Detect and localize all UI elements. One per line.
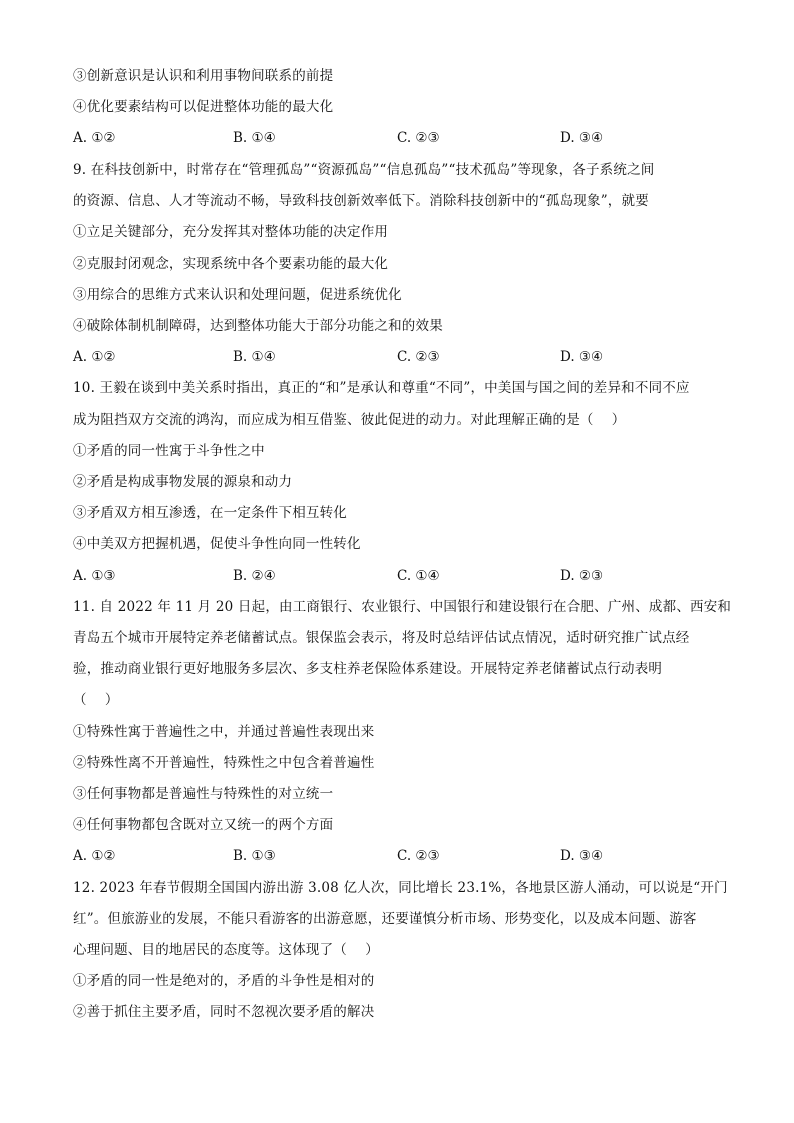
q10-statement-2: ②矛盾是构成事物发展的源泉和动力 — [73, 474, 293, 490]
q12-statement-1: ①矛盾的同一性是绝对的，矛盾的斗争性是相对的 — [73, 973, 375, 989]
q11-statement-2: ②特殊性离不开普遍性，特殊性之中包含着普遍性 — [73, 755, 375, 771]
q11-stem-line-3: 验，推动商业银行更好地服务多层次、多支柱养老保险体系建设。开展特定养老储蓄试点行动表明 — [73, 661, 663, 677]
option-a: A. ①② — [73, 349, 116, 365]
q12-stem-line-1: 12. 2023 年春节假期全国国内游出游 3.08 亿人次，同比增长 23.1%，各地景区游人涌动，可以说是“开门 — [73, 880, 728, 896]
answer-options — [73, 128, 733, 148]
q10-stem-line-1: 10. 王毅在谈到中美关系时指出，真正的“和”是承认和尊重“不同”，中美国与国之间的差异和不同不应 — [73, 380, 690, 396]
q11-statement-4: ④任何事物都包含既对立又统一的两个方面 — [73, 817, 334, 833]
option-d: D. ②③ — [560, 568, 604, 584]
option-b: B. ②④ — [233, 568, 276, 584]
q11-answer-options — [73, 846, 733, 866]
q12-stem-line-3: 心理问题、目的地居民的态度等。这体现了（ ） — [73, 942, 379, 958]
q10-statement-1: ①矛盾的同一性寓于斗争性之中 — [73, 443, 265, 459]
q12-stem-line-2: 红”。但旅游业的发展，不能只看游客的出游意愿，还要谨慎分析市场、形势变化，以及成本问题、游客 — [73, 911, 697, 927]
statement-3: ③创新意识是认识和利用事物间联系的前提 — [73, 68, 334, 84]
q11-stem-line-1: 11. 自 2022 年 11 月 20 日起，由工商银行、农业银行、中国银行和建设银行在合肥、广州、成都、西安和 — [73, 599, 732, 615]
q11-stem-line-4: （ ） — [73, 692, 119, 708]
q11-stem-line-2: 青岛五个城市开展特定养老储蓄试点。银保监会表示，将及时总结评估试点情况，适时研究推广试点经 — [73, 630, 690, 646]
option-b: B. ①③ — [233, 848, 276, 864]
option-d: D. ③④ — [560, 848, 604, 864]
option-a: A. ①③ — [73, 568, 116, 584]
q9-statement-2: ②克服封闭观念，实现系统中各个要素功能的最大化 — [73, 256, 389, 272]
q12-statement-2: ②善于抓住主要矛盾，同时不忽视次要矛盾的解决 — [73, 1004, 375, 1020]
option-a: A. ①② — [73, 130, 116, 146]
q10-stem-line-2: 成为阻挡双方交流的鸿沟，而应成为相互借鉴、彼此促进的动力。对此理解正确的是（ ） — [73, 412, 626, 428]
q9-statement-1: ①立足关键部分，充分发挥其对整体功能的决定作用 — [73, 224, 389, 240]
q9-answer-options — [73, 347, 733, 367]
statement-4: ④优化要素结构可以促进整体功能的最大化 — [73, 99, 334, 115]
option-c: C. ②③ — [397, 848, 440, 864]
q11-statement-3: ③任何事物都是普遍性与特殊性的对立统一 — [73, 786, 334, 802]
q9-statement-4: ④破除体制机制障碍，达到整体功能大于部分功能之和的效果 — [73, 318, 443, 334]
q10-statement-4: ④中美双方把握机遇，促使斗争性向同一性转化 — [73, 536, 361, 552]
option-b: B. ①④ — [233, 130, 276, 146]
option-c: C. ①④ — [397, 568, 440, 584]
q9-stem-line-1: 9. 在科技创新中，时常存在“管理孤岛”“资源孤岛”“信息孤岛”“技术孤岛”等现象，各子系统之间 — [73, 162, 655, 178]
option-b: B. ①④ — [233, 349, 276, 365]
option-d: D. ③④ — [560, 349, 604, 365]
option-c: C. ②③ — [397, 130, 440, 146]
q11-statement-1: ①特殊性寓于普遍性之中，并通过普遍性表现出来 — [73, 724, 375, 740]
q9-statement-3: ③用综合的思维方式来认识和处理问题，促进系统优化 — [73, 287, 402, 303]
option-d: D. ③④ — [560, 130, 604, 146]
q10-statement-3: ③矛盾双方相互渗透，在一定条件下相互转化 — [73, 505, 347, 521]
q9-stem-line-2: 的资源、信息、人才等流动不畅，导致科技创新效率低下。消除科技创新中的“孤岛现象”，就要 — [73, 193, 649, 209]
option-c: C. ②③ — [397, 349, 440, 365]
q10-answer-options — [73, 566, 733, 586]
option-a: A. ①② — [73, 848, 116, 864]
